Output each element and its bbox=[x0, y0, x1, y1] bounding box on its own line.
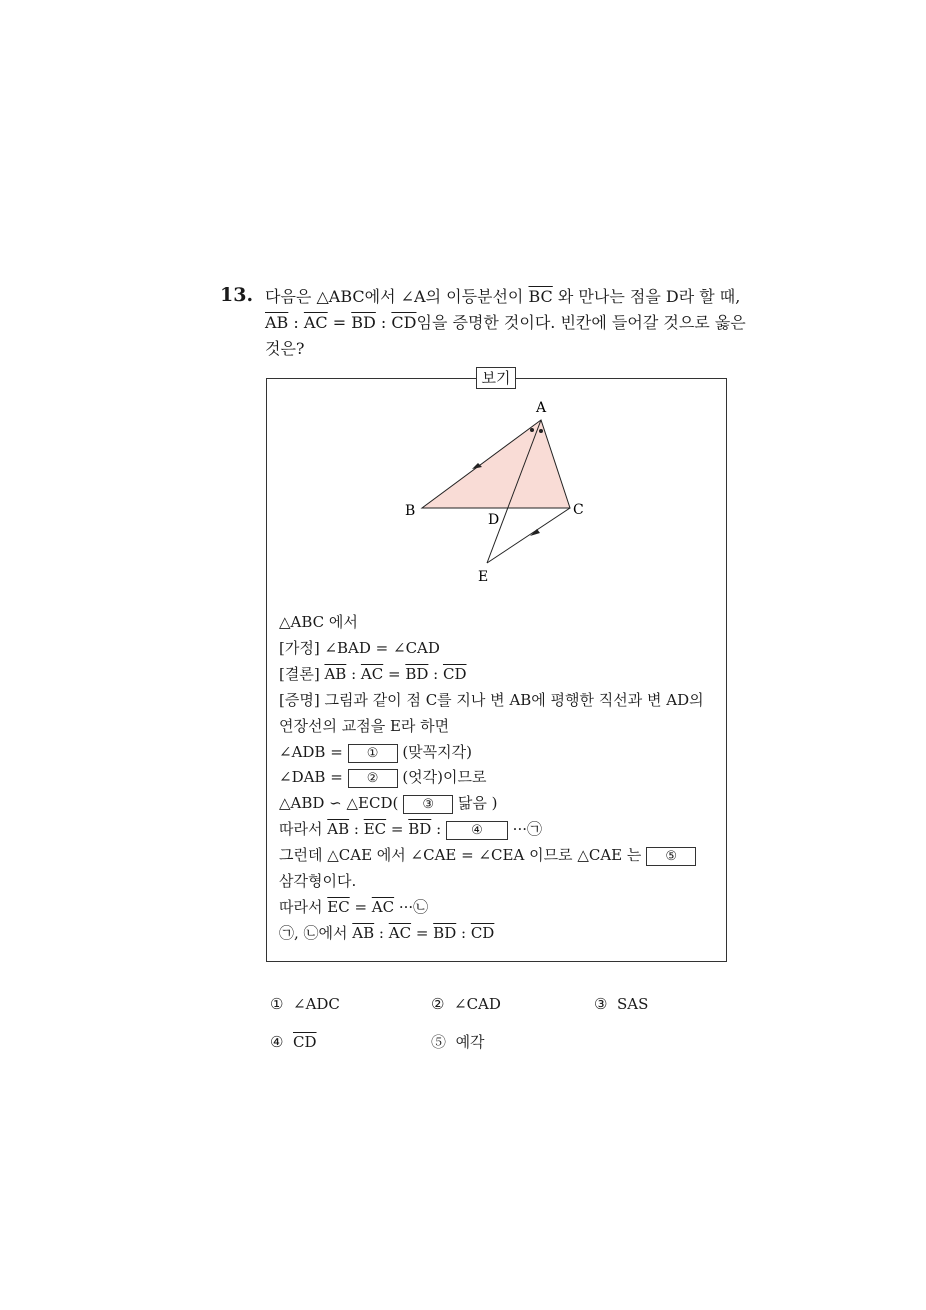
choice-3[interactable]: ③ SAS bbox=[594, 995, 649, 1013]
blank-4: ④ bbox=[446, 821, 508, 840]
triangle-figure bbox=[400, 398, 600, 588]
proof-conclusion: [결론] $\overline{AB}$ : $\overline{AC} = \overline{BD}$ : $\overline{CD}$ bbox=[279, 665, 467, 683]
question-number: 13. bbox=[220, 284, 254, 306]
parallel-arrow-ce bbox=[530, 529, 540, 536]
label-a: A bbox=[536, 400, 547, 416]
choice-5[interactable]: ⑤ 예각 bbox=[431, 1033, 485, 1051]
angle-mark-2 bbox=[539, 429, 543, 433]
proof-line-9: 따라서 $\overline{AB}$ : $\overline{EC} = \overline{BD}$ : ④ ···㉠ bbox=[279, 820, 542, 838]
blank-5: ⑤ bbox=[646, 847, 696, 866]
proof-line-12: 따라서 $\overline{EC} = \overline{AC}$ ···㉡ bbox=[279, 898, 429, 916]
segment-ce bbox=[487, 508, 570, 563]
proof-line-4: [증명] 그림과 같이 점 C를 지나 변 AB에 평행한 직선과 변 AD의 bbox=[279, 691, 704, 709]
choice-1[interactable]: ① ∠ADC bbox=[270, 995, 340, 1013]
proof-assumption: [가정] ∠BAD = ∠CAD bbox=[279, 639, 440, 657]
proof-line-11: 삼각형이다. bbox=[279, 872, 357, 890]
example-box-title: 보기 bbox=[476, 367, 516, 389]
choice-2[interactable]: ② ∠CAD bbox=[431, 995, 501, 1013]
proof-line-8: △ABD ∽ △ECD( ③ 닮음 ) bbox=[279, 794, 498, 812]
choice-4[interactable]: ④ $\overline{CD}$ bbox=[270, 1033, 317, 1051]
proof-line-7: ∠DAB = ② (엇각)이므로 bbox=[279, 768, 487, 786]
proof-line-1: △ABC 에서 bbox=[279, 613, 358, 631]
blank-3: ③ bbox=[403, 795, 453, 814]
label-b: B bbox=[405, 503, 416, 519]
label-e: E bbox=[478, 569, 489, 585]
proof-line-6: ∠ADB = ① (맞꼭지각) bbox=[279, 743, 472, 761]
label-d: D bbox=[488, 512, 500, 528]
question-line-3: 것은? bbox=[265, 339, 305, 358]
blank-1: ① bbox=[348, 744, 398, 763]
question-line-2: $\overline{AB}$ : $\overline{AC} = \overline{BD}$ : $\overline{CD}$임을 증명한 것이다. 빈칸에 들어갈 것으로 옳은 bbox=[265, 313, 746, 332]
angle-mark-1 bbox=[530, 428, 534, 432]
label-c: C bbox=[573, 502, 584, 518]
proof-line-13: ㉠, ㉡에서 $\overline{AB}$ : $\overline{AC} = \overline{BD}$ : $\overline{CD}$ bbox=[279, 924, 495, 942]
blank-2: ② bbox=[348, 769, 398, 788]
proof-line-5: 연장선의 교점을 E라 하면 bbox=[279, 717, 450, 735]
segment-bc: $\overline{BC}$ bbox=[528, 287, 553, 306]
triangle-abc-fill bbox=[422, 420, 570, 508]
question-line-1: 다음은 △ABC에서 ∠A의 이등분선이 $\overline{BC}$ 와 만나는 점을 D라 할 때, bbox=[265, 287, 741, 306]
proof-line-10: 그런데 △CAE 에서 ∠CAE = ∠CEA 이므로 △CAE 는 ⑤ bbox=[279, 845, 696, 866]
